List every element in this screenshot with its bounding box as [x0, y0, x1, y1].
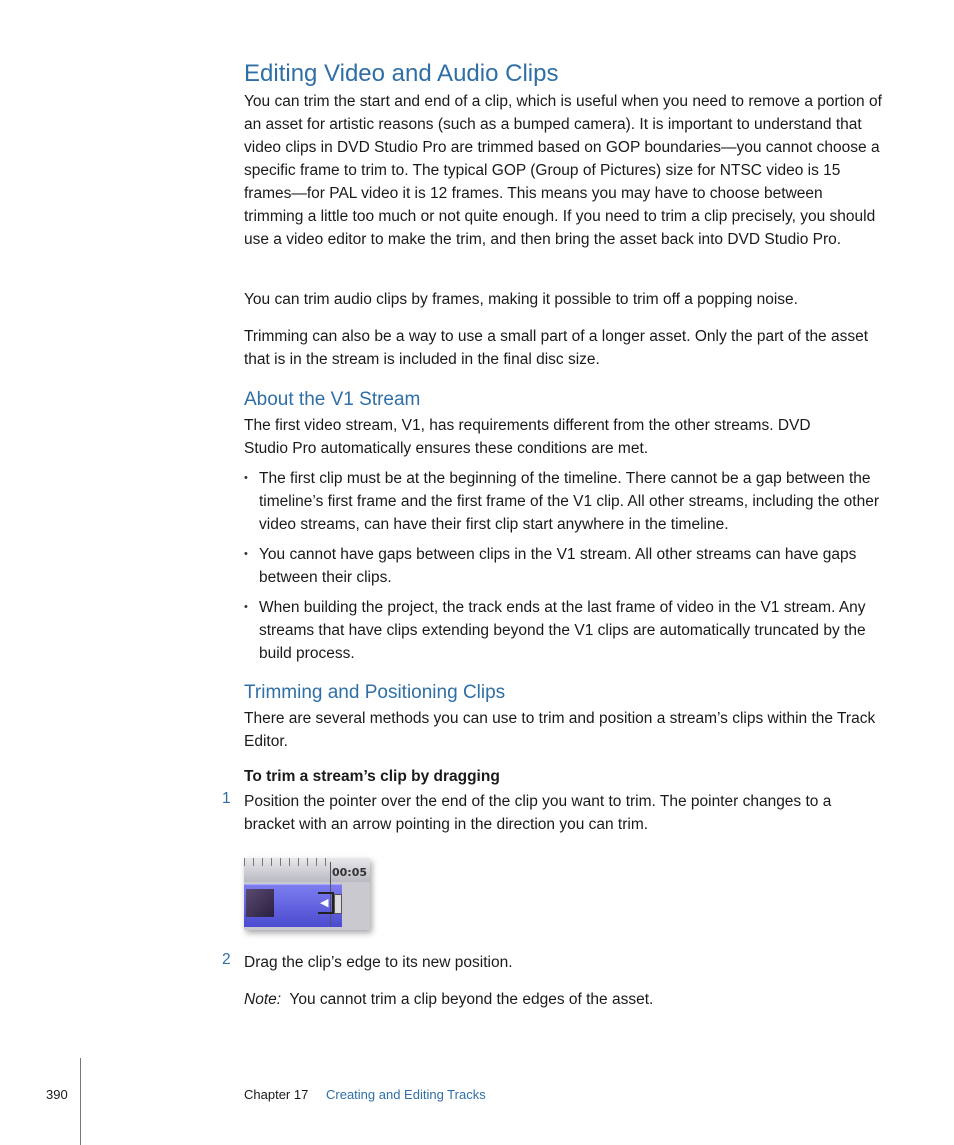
step-text-2: Drag the clip’s edge to its new position.: [244, 954, 513, 971]
trim-section-intro: There are several methods you can use to trim and position a stream’s clips within the Track Editor.: [244, 710, 876, 750]
intro-paragraph-3: Trimming can also be a way to use a small part of a longer asset. Only the part of the asset that is in the stream is included in the final disc size.: [244, 328, 869, 368]
v1-bullet-2: • You cannot have gaps between clips in the V1 stream. All other streams can have gaps between their clips.: [259, 543, 885, 589]
page-heading: Editing Video and Audio Clips: [244, 60, 559, 87]
task-heading: To trim a stream’s clip by dragging: [244, 768, 500, 785]
note-label: Note:: [244, 991, 282, 1008]
trim-arrow-icon: ◀: [320, 897, 329, 909]
v1-bullet-3: • When building the project, the track ends at the last frame of video in the V1 stream. Any streams that have clips extending beyond the V1 clips are automatically truncated by the build process.: [259, 596, 885, 665]
clip-thumbnail: [246, 889, 274, 917]
note-text: You cannot trim a clip beyond the edges of the asset.: [289, 991, 654, 1008]
clip-edge-handle: [334, 894, 342, 914]
footer-chapter-title: Creating and Editing Tracks: [326, 1087, 486, 1102]
ruler-timecode: 00:05: [332, 866, 368, 879]
intro-paragraph-1: You can trim the start and end of a clip, which is useful when you need to remove a portion of an asset for artistic reasons (such as a bumped camera). It is important to understand that video clips in DVD Studio Pro are trimmed based on GOP boundaries—you cannot choose a specific frame to trim to. The typical GOP (Group of Pictures) size for NTSC video is 15 frames—for PAL video it is 12 frames. This means you may have to choose between trimming a little too much or not quite enough. If you need to trim a clip precisely, you should use a video editor to make the trim, and then bring the asset back into DVD Studio Pro.: [244, 93, 882, 248]
step-number-1: 1: [222, 790, 231, 807]
footer-divider: [80, 1058, 81, 1145]
track-editor-screenshot: [244, 858, 370, 930]
step-number-2: 2: [222, 951, 231, 968]
v1-section-intro: The first video stream, V1, has requirements different from the other streams. DVD Studio Pro automatically ensures these conditions are met.: [244, 417, 811, 457]
step-text-1: Position the pointer over the end of the clip you want to trim. The pointer changes to a bracket with an arrow pointing in the direction you can trim.: [244, 793, 832, 833]
ruler-ticks: [244, 858, 334, 866]
note: [244, 988, 884, 1011]
v1-section-heading: About the V1 Stream: [244, 389, 421, 410]
footer-chapter-label: Chapter 17: [244, 1087, 309, 1102]
v1-bullet-1: • The first clip must be at the beginning of the timeline. There cannot be a gap between the timeline’s first frame and the first frame of the V1 clip. All other streams, including the other video streams, can have their first clip start anywhere in the timeline.: [259, 467, 885, 536]
trim-section-heading: Trimming and Positioning Clips: [244, 682, 506, 703]
intro-paragraph-2: You can trim audio clips by frames, making it possible to trim off a popping noise.: [244, 291, 798, 308]
page-number: 390: [46, 1087, 68, 1102]
